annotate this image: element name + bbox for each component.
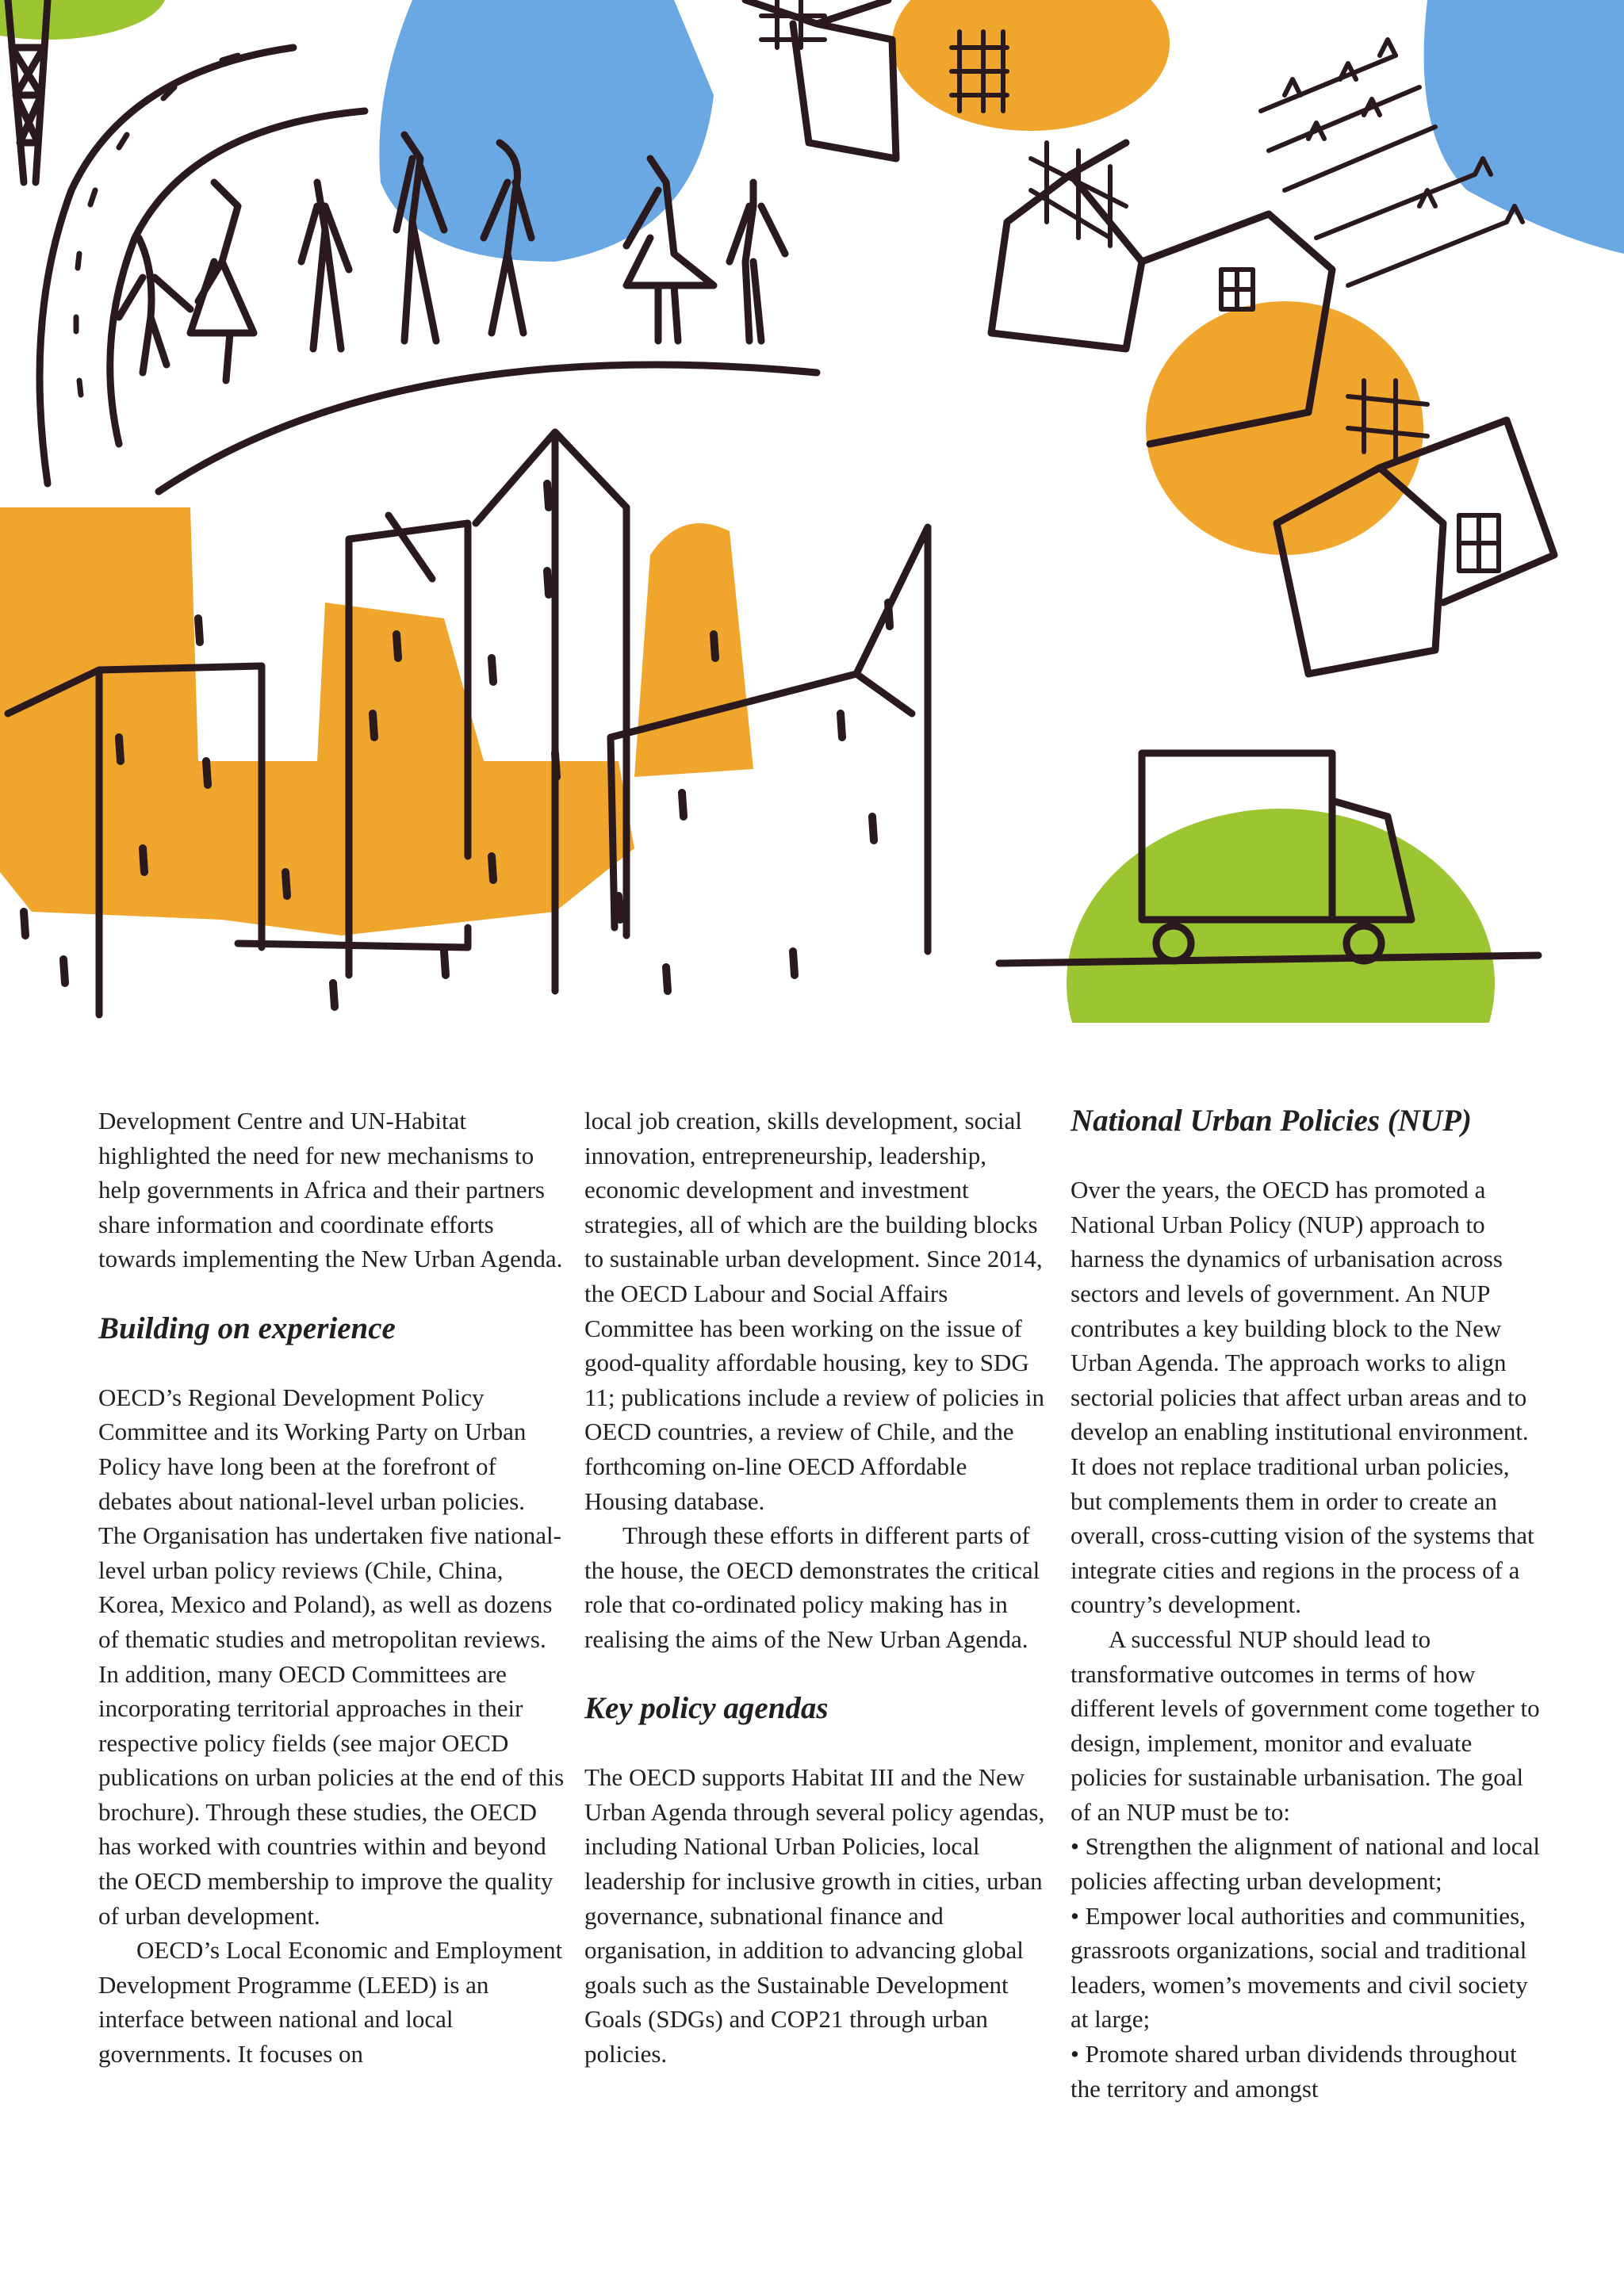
city-illustration — [0, 0, 1624, 1023]
bullet-item: • Promote shared urban dividends throughout the territory and amongst — [1071, 2040, 1517, 2103]
paragraph: Through these efforts in different parts of the house, the OECD demonstrates the critical role that co-ordinated policy making has in realising the aims of the New Urban Agenda. — [584, 1521, 1040, 1653]
section-heading-national-urban-policies: National Urban Policies (NUP) — [1071, 1104, 1472, 1138]
section-heading-building-on-experience: Building on experience — [98, 1311, 396, 1345]
paragraph: The OECD supports Habitat III and the New Urban Agenda through several policy agendas, including National Urban Policies, local leadership for inclusive growth in cities, urban governance, subnational finance and organisation, in addition to advancing global goals such as the Sustainable Development Goals (SDGs) and COP21 through urban policies. — [584, 1763, 1045, 2068]
paragraph: OECD’s Regional Development Policy Committee and its Working Party on Urban Policy have long been at the forefront of debates about national-level urban policies. The Organisation has undertaken five national-level urban policy reviews (Chile, China, Korea, Mexico and Poland), as well as dozens of thematic studies and metropolitan reviews. In addition, many OECD Committees are incorporating territorial approaches in their respective policy fields (see major OECD publications on urban policies at the end of this brochure). Through these studies, the OECD has worked with countries within and beyond the OECD membership to improve the quality of urban development. — [98, 1383, 565, 1930]
paint-blobs — [0, 0, 1624, 1023]
paragraph: Over the years, the OECD has promoted a National Urban Policy (NUP) approach to harness the dynamics of urbanisation across sectors and levels of government. An NUP contributes a key building block to the New Urban Agenda. The approach works to align sectorial policies that affect urban areas and to develop an enabling institutional environment. It does not replace traditional urban policies, but complements them in order to create an overall, cross-cutting vision of the systems that integrate cities and regions in the process of a country’s development. — [1071, 1176, 1534, 1619]
paragraph: Development Centre and UN-Habitat highlighted the need for new mechanisms to help governments in Africa and their partners share information and coordinate efforts towards implementing the New Urban Agenda. — [98, 1107, 563, 1273]
bullet-item: • Empower local authorities and communities, grassroots organizations, social and traditional leaders, women’s movements and civil society at large; — [1071, 1901, 1528, 2034]
text-column-3 — [1071, 1104, 1540, 2106]
paragraph: OECD’s Local Economic and Employment Development Programme (LEED) is an interface between national and local governments. It focuses on — [98, 1936, 563, 2068]
text-column-1 — [98, 1104, 568, 2072]
text-column-2 — [584, 1104, 1054, 2072]
paragraph: local job creation, skills development, social innovation, entrepreneurship, leadership, economic development and investment strategies, all of which are the building blocks to sustainable urban development. Since 2014, the OECD Labour and Social Affairs Committee has been working on the issue of good-quality affordable housing, key to SDG 11; publications include a review of policies in OECD countries, a review of Chile, and the forthcoming on-line OECD Affordable Housing database. — [584, 1107, 1044, 1515]
section-heading-key-policy-agendas: Key policy agendas — [584, 1691, 829, 1726]
bullet-item: • Strengthen the alignment of national and local policies affecting urban development; — [1071, 1832, 1540, 1896]
paragraph: A successful NUP should lead to transformative outcomes in terms of how different levels of government come together to design, implement, monitor and evaluate policies for sustainable urbanisation. The goal of an NUP must be to: — [1071, 1624, 1540, 1826]
